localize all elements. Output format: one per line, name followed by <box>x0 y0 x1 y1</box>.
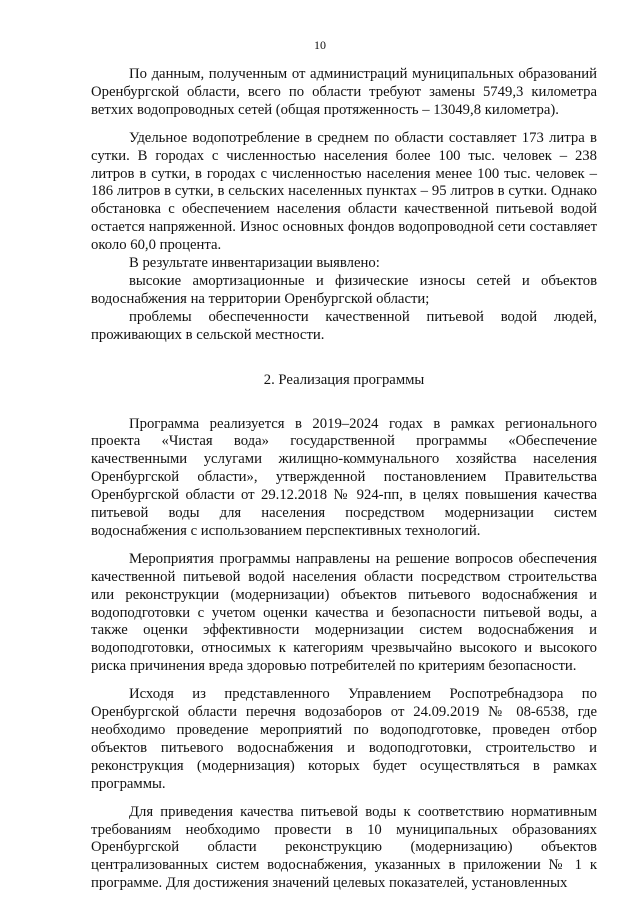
paragraph-inventory-item-1: высокие амортизационные и физические износы сетей и объектов водоснабжения на территории Оренбургской области; <box>91 272 597 307</box>
paragraph-water-networks: По данным, полученным от администраций муниципальных образований Оренбургской области, всего по области требуют замены 5749,3 километра ветхих водопроводных сетей (общая протяженность – 13049,8 километра). <box>91 66 597 118</box>
paragraph-water-consumption: Удельное водопотребление в среднем по области составляет 173 литра в сутки. В городах с численностью населения более 100 тыс. человек – 238 литров в сутки, в городах с численностью населения менее 100 тыс. человек – 186 литров в сутки, в сельских населенных пунктах – 95 литров в сутки. Однако обстановка с обеспечением населения области качественной питьевой водой остается напряженной. Износ основных фондов водопроводной сети составляет около 60,0 процента. <box>91 129 597 254</box>
paragraph-inventory-intro: В результате инвентаризации выявлено: <box>129 255 380 272</box>
paragraph-water-intakes: Исходя из представленного Управлением Роспотребнадзора по Оренбургской области перечня водозаборов от 24.09.2019 № 08-6538, где необходимо проведение мероприятий по водоподготовке, проведен отбор объектов питьевого водоснабжения и водоподготовки, строительство и реконструкция (модернизация) которых будет осуществляться в рамках программы. <box>91 686 597 792</box>
paragraph-program-measures: Мероприятия программы направлены на решение вопросов обеспечения качественной питьевой водой населения области посредством строительства или реконструкции (модернизации) объектов питьевого водоснабжения и водоподготовки с учетом оценки качества и безопасности питьевой воды, а также оценки эффективности модернизации систем водоснабжения и водоподготовки, относимых к категориям чрезвычайно высокого и высокого риска причинения вреда здоровью потребителей по критериям безопасности. <box>91 550 597 675</box>
paragraph-water-quality: Для приведения качества питьевой воды к соответствию нормативным требованиям необходимо провести в 10 муниципальных образованиях Оренбургской области реконструкцию (модернизацию) объектов централизованных систем водоснабжения, указанных в приложении № 1 к программе. Для достижения значений целевых показателей, установленных <box>91 803 597 892</box>
paragraph-program-period: Программа реализуется в 2019–2024 годах в рамках регионального проекта «Чистая вода» государственной программы «Обеспечение качественными услугами жилищно-коммунального хозяйства населения Оренбургской области», утвержденной постановлением Правительства Оренбургской области от 29.12.2018 № 924-пп, в целях повышения качества питьевой воды для населения посредством модернизации систем водоснабжения с использованием перспективных технологий. <box>91 415 597 539</box>
paragraph-inventory-item-2: проблемы обеспеченности качественной питьевой водой людей, проживающих в сельской местности. <box>91 308 597 343</box>
document-body <box>91 66 597 893</box>
section-heading: 2. Реализация программы <box>263 371 425 388</box>
page-number: 10 <box>314 38 326 52</box>
